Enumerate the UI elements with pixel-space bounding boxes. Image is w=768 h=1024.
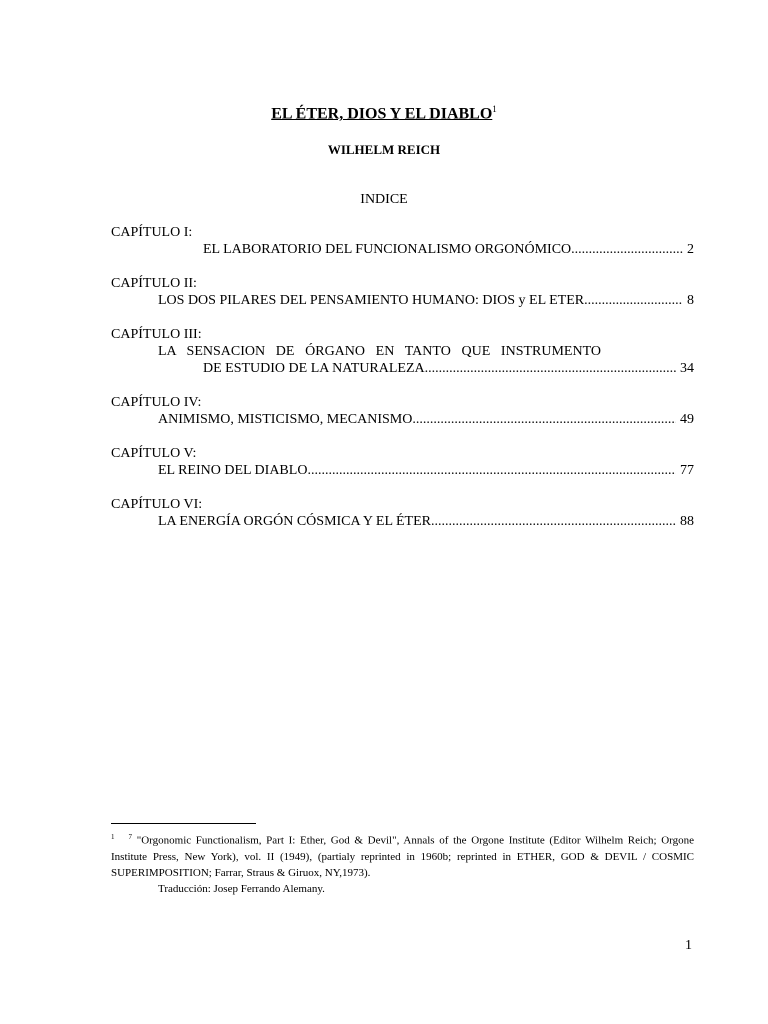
footnote-ref: 7 (128, 833, 133, 841)
toc-chapter-3[interactable] (111, 326, 694, 377)
chapter-title-line-2: DE ESTUDIO DE LA NATURALEZA (203, 361, 425, 376)
title-footnote-marker[interactable]: 1 (492, 104, 497, 114)
chapter-label: CAPÍTULO V: (111, 446, 197, 461)
toc-entry[interactable] (111, 292, 694, 309)
page-number: 1 (685, 938, 692, 953)
chapter-title: EL REINO DEL DIABLO (158, 463, 308, 478)
document-title (0, 104, 768, 123)
table-of-contents (111, 224, 694, 547)
toc-entry[interactable] (111, 513, 694, 530)
chapter-label: CAPÍTULO IV: (111, 395, 202, 410)
chapter-page: 49 (680, 412, 694, 427)
dot-leader (584, 292, 683, 309)
index-heading: INDICE (360, 192, 408, 207)
chapter-title: EL LABORATORIO DEL FUNCIONALISMO ORGONÓMICO (203, 242, 572, 257)
chapter-label: CAPÍTULO II: (111, 276, 197, 291)
toc-entry[interactable] (111, 360, 694, 377)
title-text: EL ÉTER, DIOS Y EL DIABLO (271, 105, 493, 123)
chapter-title: LA ENERGÍA ORGÓN CÓSMICA Y EL ÉTER (158, 514, 431, 529)
chapter-page: 88 (680, 514, 694, 529)
chapter-page: 8 (687, 293, 694, 308)
toc-chapter-4[interactable] (111, 394, 694, 428)
footnote-separator (111, 823, 256, 824)
chapter-page: 34 (680, 361, 694, 376)
dot-leader (307, 462, 676, 479)
toc-entry[interactable] (111, 241, 694, 258)
footnote-marker: 1 (111, 833, 115, 841)
toc-chapter-2[interactable] (111, 275, 694, 309)
author-name: WILHELM REICH (327, 142, 441, 157)
chapter-title-line-1: LA SENSACION DE ÓRGANO EN TANTO QUE INSTRUMENTO (158, 344, 601, 359)
chapter-title: LOS DOS PILARES DEL PENSAMIENTO HUMANO: DIOS y EL ETER (158, 293, 585, 308)
chapter-label: CAPÍTULO VI: (111, 497, 203, 512)
toc-entry[interactable] (111, 462, 694, 479)
toc-entry[interactable] (111, 411, 694, 428)
dot-leader (431, 513, 676, 530)
footnote-text: "Orgonomic Functionalism, Part I: Ether, God & Devil", Annals of the Orgone Institute (Editor Wilhelm Reich; Orgone Institute Press, New York), vol. II (1949), (partialy reprinted in 1960b; reprinted in ETHER, GOD & DEVIL / COSMIC SUPERIMPOSITION; Farrar, Straus & Giruox, NY,1973). (111, 834, 694, 879)
dot-leader (425, 360, 676, 377)
toc-chapter-1[interactable] (111, 224, 694, 258)
translator-credit: Traducción: Josep Ferrando Alemany. (158, 882, 325, 895)
chapter-label: CAPÍTULO I: (111, 225, 193, 240)
chapter-label: CAPÍTULO III: (111, 327, 202, 342)
chapter-page: 2 (687, 242, 694, 257)
toc-chapter-5[interactable] (111, 445, 694, 479)
dot-leader (412, 411, 676, 428)
dot-leader (571, 241, 683, 258)
footnote (111, 829, 694, 897)
toc-chapter-6[interactable] (111, 496, 694, 530)
chapter-page: 77 (680, 463, 694, 478)
chapter-title: ANIMISMO, MISTICISMO, MECANISMO (158, 412, 413, 427)
